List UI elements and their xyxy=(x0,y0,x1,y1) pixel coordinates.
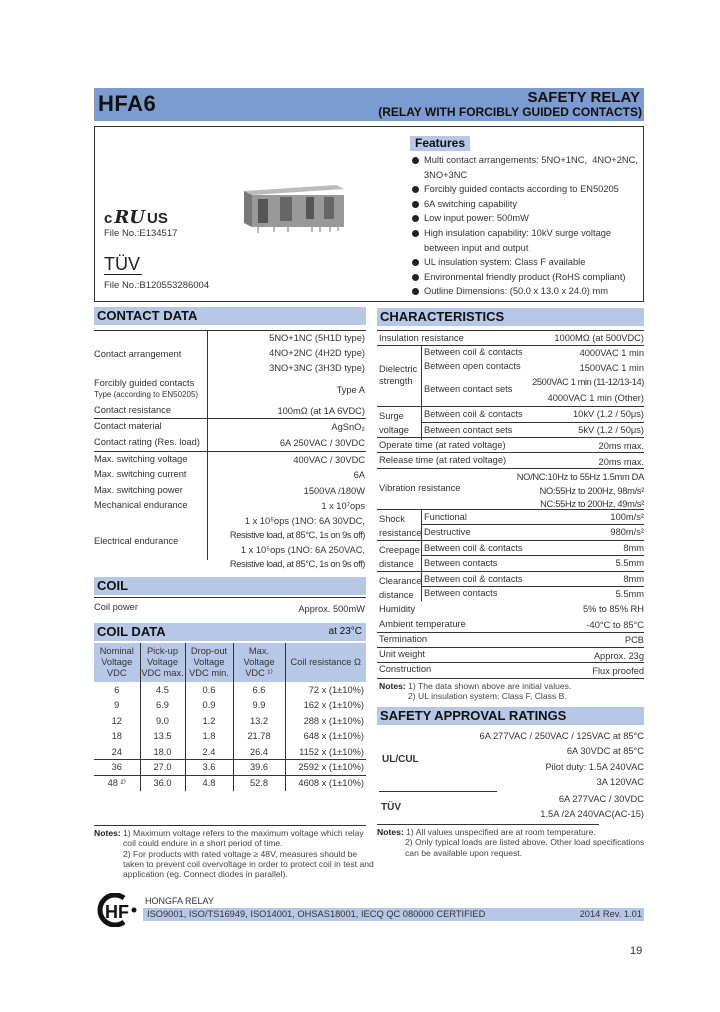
column-divider xyxy=(421,345,422,440)
note-item: 1) The data shown above are initial values. xyxy=(408,681,572,691)
table-row xyxy=(94,729,366,745)
humidity-value: 5% to 85% RH xyxy=(583,604,644,614)
divider xyxy=(377,330,644,331)
cell: 4.5 xyxy=(140,682,185,698)
cell: 648 x (1±10%) xyxy=(303,731,364,742)
contact-data-heading: CONTACT DATA xyxy=(94,307,366,325)
electrical-endurance-label: Electrical endurance xyxy=(94,536,179,546)
product-title: SAFETY RELAY xyxy=(527,89,640,106)
note-item: 1) All values unspecified are at room temperature. xyxy=(406,827,596,837)
cell: 6 xyxy=(94,682,140,698)
cell: 48 ²⁾ xyxy=(94,775,140,791)
divider xyxy=(421,524,644,525)
table-row xyxy=(94,744,366,760)
dielectric-item-label: Between open contacts xyxy=(424,361,521,371)
insulation-resistance-value: 1000MΩ (at 500VDC) xyxy=(554,333,644,343)
relay-product-image xyxy=(240,183,350,233)
ul-file-number: File No.:E134517 xyxy=(104,228,178,239)
company-name: HONGFA RELAY xyxy=(145,896,214,906)
cell: 3.6 xyxy=(185,760,233,776)
coil-power-value: Approx. 500mW xyxy=(298,604,365,614)
clearance-item-label: Between contacts xyxy=(424,588,498,598)
vibration-value: NO:55Hz to 200Hz, 98m/s² xyxy=(539,486,644,496)
cell: 2.4 xyxy=(185,744,233,760)
notes-label: Notes: xyxy=(94,828,121,838)
divider xyxy=(377,824,599,825)
shock-resistance-label: Shock resistance xyxy=(379,514,422,538)
cell: 26.4 xyxy=(233,744,285,760)
cell: 288 x (1±10%) xyxy=(303,715,364,726)
surge-item-value: 5kV (1.2 / 50μs) xyxy=(578,425,644,435)
col-pickup-voltage: Pick-up Voltage VDC max. xyxy=(140,643,185,682)
divider xyxy=(94,451,366,452)
release-time-label: Release time (at rated voltage) xyxy=(379,455,507,465)
surge-item-label: Between contact sets xyxy=(424,425,513,435)
shock-item-label: Destructive xyxy=(424,527,471,537)
ul-us-text: US xyxy=(147,210,168,227)
electrical-endurance-value: 1 x 10⁵ops (1NO: 6A 30VDC, xyxy=(244,516,365,526)
ul-c-text: c xyxy=(104,210,113,227)
cell: 72 x (1±10%) xyxy=(308,684,364,695)
cell: 1.2 xyxy=(185,713,233,729)
divider xyxy=(421,586,644,587)
operate-time-value: 20ms max. xyxy=(598,441,644,451)
divider xyxy=(377,678,644,679)
construction-value: Flux proofed xyxy=(592,666,644,676)
divider xyxy=(377,452,644,453)
features-list xyxy=(410,153,645,299)
note-item: 2) For products with rated voltage ≥ 48V, measures should be taken to prevent coil overvoltage in order to protect coil in test and application (eg. Connect diodes in parallel). xyxy=(123,848,374,880)
cell: 0.9 xyxy=(185,698,233,714)
feature-item: Forcibly guided contacts according to EN50205 xyxy=(410,182,645,197)
product-subtitle: (RELAY WITH FORCIBLY GUIDED CONTACTS) xyxy=(378,105,642,119)
contact-arrangement-label: Contact arrangement xyxy=(94,349,182,359)
safety-notes xyxy=(377,827,645,858)
characteristics-notes xyxy=(379,681,571,702)
divider xyxy=(377,509,644,510)
divider xyxy=(421,422,644,423)
certification-bar xyxy=(143,908,644,921)
max-switching-power-label: Max. switching power xyxy=(94,485,183,495)
ul-rating-value: 6A 30VDC at 85°C xyxy=(566,746,644,756)
feature-item: 6A switching capability xyxy=(410,197,645,212)
contact-material-label: Contact material xyxy=(94,421,162,431)
cell: 27.0 xyxy=(140,760,185,776)
cell: 21.78 xyxy=(233,729,285,745)
note-item: 1) Maximum voltage refers to the maximum voltage which relay coil could endure in a short period of time. xyxy=(123,828,364,849)
ul-rating-value: 6A 277VAC / 250VAC / 125VAC at 85°C xyxy=(479,731,644,741)
coil-data-title: COIL DATA xyxy=(97,624,166,639)
shock-item-value: 980m/s² xyxy=(610,527,644,537)
dielectric-item-value: 4000VAC 1 min xyxy=(579,348,644,358)
cell: 36 xyxy=(94,760,140,776)
creepage-item-value: 8mm xyxy=(623,543,644,553)
cell: 4608 x (1±10%) xyxy=(285,775,366,791)
divider xyxy=(94,418,366,419)
table-row xyxy=(94,713,366,729)
clearance-item-label: Between coil & contacts xyxy=(424,574,523,584)
hongfa-logo-icon xyxy=(94,893,138,927)
ambient-temperature-label: Ambient temperature xyxy=(379,619,466,629)
feature-item: High insulation capability: 10kV surge voltage between input and output xyxy=(410,226,645,255)
certifications-text: ISO9001, ISO/TS16949, ISO14001, OHSAS18001, IECQ QC 080000 CERTIFIED xyxy=(147,909,486,919)
forcibly-guided-label: Forcibly guided contacts xyxy=(94,378,195,388)
operate-time-label: Operate time (at rated voltage) xyxy=(379,440,506,450)
cell: 9.9 xyxy=(233,698,285,714)
tuv-logo-icon: TÜV xyxy=(104,254,140,274)
feature-item: Environmental friendly product (RoHS compliant) xyxy=(410,270,645,285)
divider xyxy=(377,468,644,469)
dielectric-item-value: 4000VAC 1 min (Other) xyxy=(547,393,644,403)
shock-item-label: Functional xyxy=(424,512,467,522)
clearance-distance-label: Clearance distance xyxy=(379,576,422,600)
contact-rating-label: Contact rating (Res. load) xyxy=(94,437,200,447)
mechanical-endurance-label: Mechanical endurance xyxy=(94,500,188,510)
divider xyxy=(377,406,644,407)
table-row xyxy=(94,775,366,791)
divider xyxy=(377,662,644,663)
coil-data-condition: at 23°C xyxy=(328,626,362,637)
coil-data-table xyxy=(94,643,366,791)
contact-resistance-label: Contact resistance xyxy=(94,405,171,415)
cell: 9.0 xyxy=(140,713,185,729)
cell: 39.6 xyxy=(233,760,285,776)
contact-arrangement-value: 5NO+1NC (5H1D type) xyxy=(269,333,365,343)
cell: 2592 x (1±10%) xyxy=(285,760,366,776)
contact-rating-value: 6A 250VAC / 30VDC xyxy=(279,438,365,448)
vibration-resistance-label: Vibration resistance xyxy=(379,483,461,493)
divider xyxy=(379,791,497,792)
ul-rating-value: 3A 120VAC xyxy=(596,777,644,787)
svg-text:HF: HF xyxy=(105,902,129,922)
surge-item-label: Between coil & contacts xyxy=(424,409,523,419)
cell: 4.8 xyxy=(185,775,233,791)
note-item: 2) UL insulation system: Class F, Class B. xyxy=(408,691,567,702)
construction-label: Construction xyxy=(379,664,432,674)
dielectric-item-value: 2500VAC 1 min (11-12/13-14) xyxy=(532,377,644,387)
table-row xyxy=(94,760,366,776)
ul-cul-label: UL/CUL xyxy=(382,754,419,765)
divider xyxy=(421,555,644,556)
ul-rating-value: Pilot duty: 1.5A 240VAC xyxy=(545,762,644,772)
coil-heading: COIL xyxy=(94,577,366,595)
creepage-distance-label: Creepage distance xyxy=(379,545,420,569)
forcibly-guided-value: Type A xyxy=(336,385,365,395)
electrical-endurance-value: Resistive load, at 85°C, 1s on 9s off) xyxy=(229,559,365,569)
feature-item: Outline Dimensions: (50.0 x 13.0 x 24.0) mm xyxy=(410,284,645,299)
dielectric-item-value: 1500VAC 1 min xyxy=(579,363,644,373)
features-heading: Features xyxy=(410,136,470,151)
divider xyxy=(94,597,366,598)
model-name: HFA6 xyxy=(98,91,157,116)
contact-arrangement-value: 3NO+3NC (3H3D type) xyxy=(269,363,365,373)
table-row xyxy=(94,682,366,698)
cell: 12 xyxy=(94,713,140,729)
divider xyxy=(377,647,644,648)
contact-resistance-value: 100mΩ (at 1A 6VDC) xyxy=(277,406,365,416)
table-row xyxy=(94,698,366,714)
cell: 24 xyxy=(94,744,140,760)
title-bar xyxy=(94,88,644,121)
cell: 0.6 xyxy=(185,682,233,698)
characteristics-heading: CHARACTERISTICS xyxy=(377,308,644,326)
mechanical-endurance-value: 1 x 10⁷ops xyxy=(321,501,365,511)
col-dropout-voltage: Drop-out Voltage VDC min. xyxy=(185,643,233,682)
contact-material-value: AgSnO₂ xyxy=(331,422,365,432)
max-switching-power-value: 1500VA /180W xyxy=(303,486,365,496)
electrical-endurance-value: 1 x 10⁵ops (1NO: 6A 250VAC, xyxy=(240,545,365,555)
col-max-voltage: Max. Voltage VDC ¹⁾ xyxy=(233,643,285,682)
max-switching-current-label: Max. switching current xyxy=(94,469,187,479)
creepage-item-label: Between coil & contacts xyxy=(424,543,523,553)
tuv-file-number: File No.:B120553286004 xyxy=(104,280,210,291)
ul-logo-icon: RU xyxy=(114,207,145,228)
cell: 6.6 xyxy=(233,682,285,698)
termination-label: Termination xyxy=(379,634,428,644)
coil-notes xyxy=(94,828,374,879)
creepage-item-label: Between contacts xyxy=(424,558,498,568)
cell: 13.2 xyxy=(233,713,285,729)
coil-power-label: Coil power xyxy=(94,602,138,612)
cell: 18 xyxy=(94,729,140,745)
unit-weight-value: Approx. 23g xyxy=(593,651,644,661)
max-switching-current-value: 6A xyxy=(353,470,365,480)
humidity-label: Humidity xyxy=(379,604,416,614)
col-nominal-voltage: Nominal Voltage VDC xyxy=(94,643,140,682)
revision-text: 2014 Rev. 1.01 xyxy=(579,909,642,919)
cell: 36.0 xyxy=(140,775,185,791)
shock-item-value: 100m/s² xyxy=(610,512,644,522)
ul-cert-mark xyxy=(104,207,168,228)
cell: 9 xyxy=(94,698,140,714)
cell: 1152 x (1±10%) xyxy=(299,746,364,757)
coil-data-heading xyxy=(94,623,366,641)
divider xyxy=(377,345,644,346)
col-coil-resistance: Coil resistance Ω xyxy=(285,643,366,682)
forcibly-guided-sublabel: Type (according to EN50205) xyxy=(94,390,199,399)
cell: 162 x (1±10%) xyxy=(303,700,364,711)
cell: 6.9 xyxy=(140,698,185,714)
termination-value: PCB xyxy=(624,635,644,645)
tuv-label: TÜV xyxy=(381,802,401,813)
column-divider xyxy=(207,330,208,560)
clearance-item-value: 5.5mm xyxy=(615,589,644,599)
max-switching-voltage-value: 400VAC / 30VDC xyxy=(293,455,365,465)
divider xyxy=(94,330,366,331)
cell: 18.0 xyxy=(140,744,185,760)
contact-arrangement-value: 4NO+2NC (4H2D type) xyxy=(269,348,365,358)
divider xyxy=(94,825,366,826)
unit-weight-label: Unit weight xyxy=(379,649,425,659)
dielectric-item-label: Between coil & contacts xyxy=(424,347,523,357)
ambient-temperature-value: -40°C to 85°C xyxy=(586,620,644,630)
feature-item: Low input power: 500mW xyxy=(410,211,645,226)
vibration-value: NC:55Hz to 200Hz, 49m/s² xyxy=(540,499,644,509)
tuv-rating-value: 6A 277VAC / 30VDC xyxy=(558,794,644,804)
divider xyxy=(377,632,644,633)
insulation-resistance-label: Insulation resistance xyxy=(379,333,464,343)
feature-item: UL insulation system: Class F available xyxy=(410,255,645,270)
surge-voltage-label: Surge voltage xyxy=(379,411,409,435)
divider xyxy=(377,571,644,572)
cell: 1.8 xyxy=(185,729,233,745)
max-switching-voltage-label: Max. switching voltage xyxy=(94,454,188,464)
creepage-item-value: 5.5mm xyxy=(615,558,644,568)
tuv-rating-value: 1.5A /2A 240VAC(AC-15) xyxy=(540,809,644,819)
page-number: 19 xyxy=(630,945,643,957)
safety-approval-heading: SAFETY APPROVAL RATINGS xyxy=(377,707,644,725)
vibration-value: NO/NC:10Hz to 55Hz 1.5mm DA xyxy=(516,472,644,482)
cell: 13.5 xyxy=(140,729,185,745)
notes-label: Notes: xyxy=(377,827,404,837)
feature-item: Multi contact arrangements: 5NO+1NC, 4NO+2NC, 3NO+3NC xyxy=(410,153,645,182)
cell: 52.8 xyxy=(233,775,285,791)
surge-item-value: 10kV (1.2 / 50μs) xyxy=(573,409,644,419)
electrical-endurance-value: Resistive load, at 85°C, 1s on 9s off) xyxy=(229,530,365,540)
dielectric-item-label: Between contact sets xyxy=(424,384,513,394)
dielectric-strength-label: Dielectric strength xyxy=(379,364,418,386)
notes-label: Notes: xyxy=(379,681,406,691)
divider xyxy=(377,437,644,438)
clearance-item-value: 8mm xyxy=(623,574,644,584)
divider xyxy=(377,540,644,541)
release-time-value: 20ms max. xyxy=(598,457,644,467)
note-item: 2) Only typical loads are listed above. Other load specifications can be available upon request. xyxy=(405,837,645,858)
